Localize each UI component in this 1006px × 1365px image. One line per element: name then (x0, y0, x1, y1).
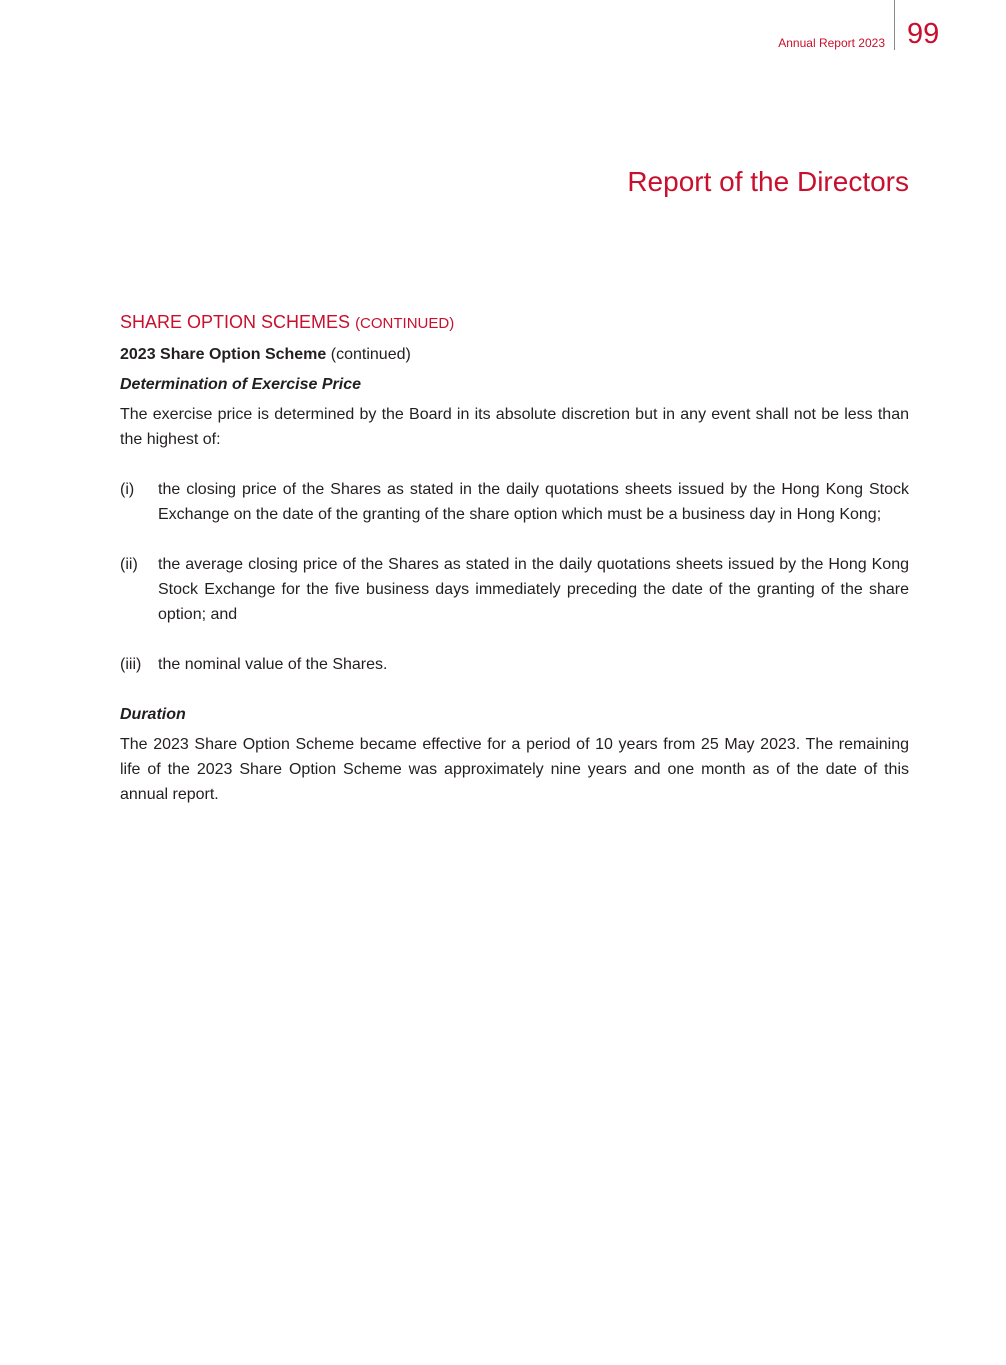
main-content (120, 310, 909, 807)
list-item (120, 652, 909, 677)
list-item-marker: (iii) (120, 656, 142, 673)
subheading-suffix: (continued) (330, 346, 411, 363)
header-divider (894, 0, 895, 50)
duration-text: The 2023 Share Option Scheme became effective for a period of 10 years from 25 May 2023. The remaining life of the 2023 Share Option Scheme was approximately nine years and one month as of the date of this annual report. (120, 736, 909, 803)
section-heading (120, 310, 909, 336)
exercise-price-list (120, 477, 909, 677)
list-item (120, 552, 909, 627)
exercise-price-heading: Determination of Exercise Price (120, 376, 361, 393)
list-item-marker: (ii) (120, 556, 138, 573)
duration-heading: Duration (120, 706, 186, 723)
list-item-text: the average closing price of the Shares as stated in the daily quotations sheets issued by the Hong Kong Stock Exchange for the five business days immediately preceding the date of the granting of the share option; and (158, 556, 909, 623)
exercise-price-intro: The exercise price is determined by the Board in its absolute discretion but in any event shall not be less than the highest of: (120, 406, 909, 448)
list-item-text: the closing price of the Shares as stated in the daily quotations sheets issued by the Hong Kong Stock Exchange on the date of the granting of the share option which must be a business day in Hong Kong; (158, 481, 909, 523)
section-heading-text: SHARE OPTION SCHEMES (120, 312, 351, 332)
list-item-marker: (i) (120, 481, 135, 498)
list-item (120, 477, 909, 527)
page-number: 99 (907, 18, 940, 50)
page-title: Report of the Directors (627, 166, 909, 197)
section-heading-suffix: (CONTINUED) (355, 315, 455, 332)
subheading (120, 342, 909, 367)
list-item-text: the nominal value of the Shares. (158, 656, 388, 673)
report-label: Annual Report 2023 (778, 36, 885, 50)
subheading-title: 2023 Share Option Scheme (120, 346, 327, 363)
